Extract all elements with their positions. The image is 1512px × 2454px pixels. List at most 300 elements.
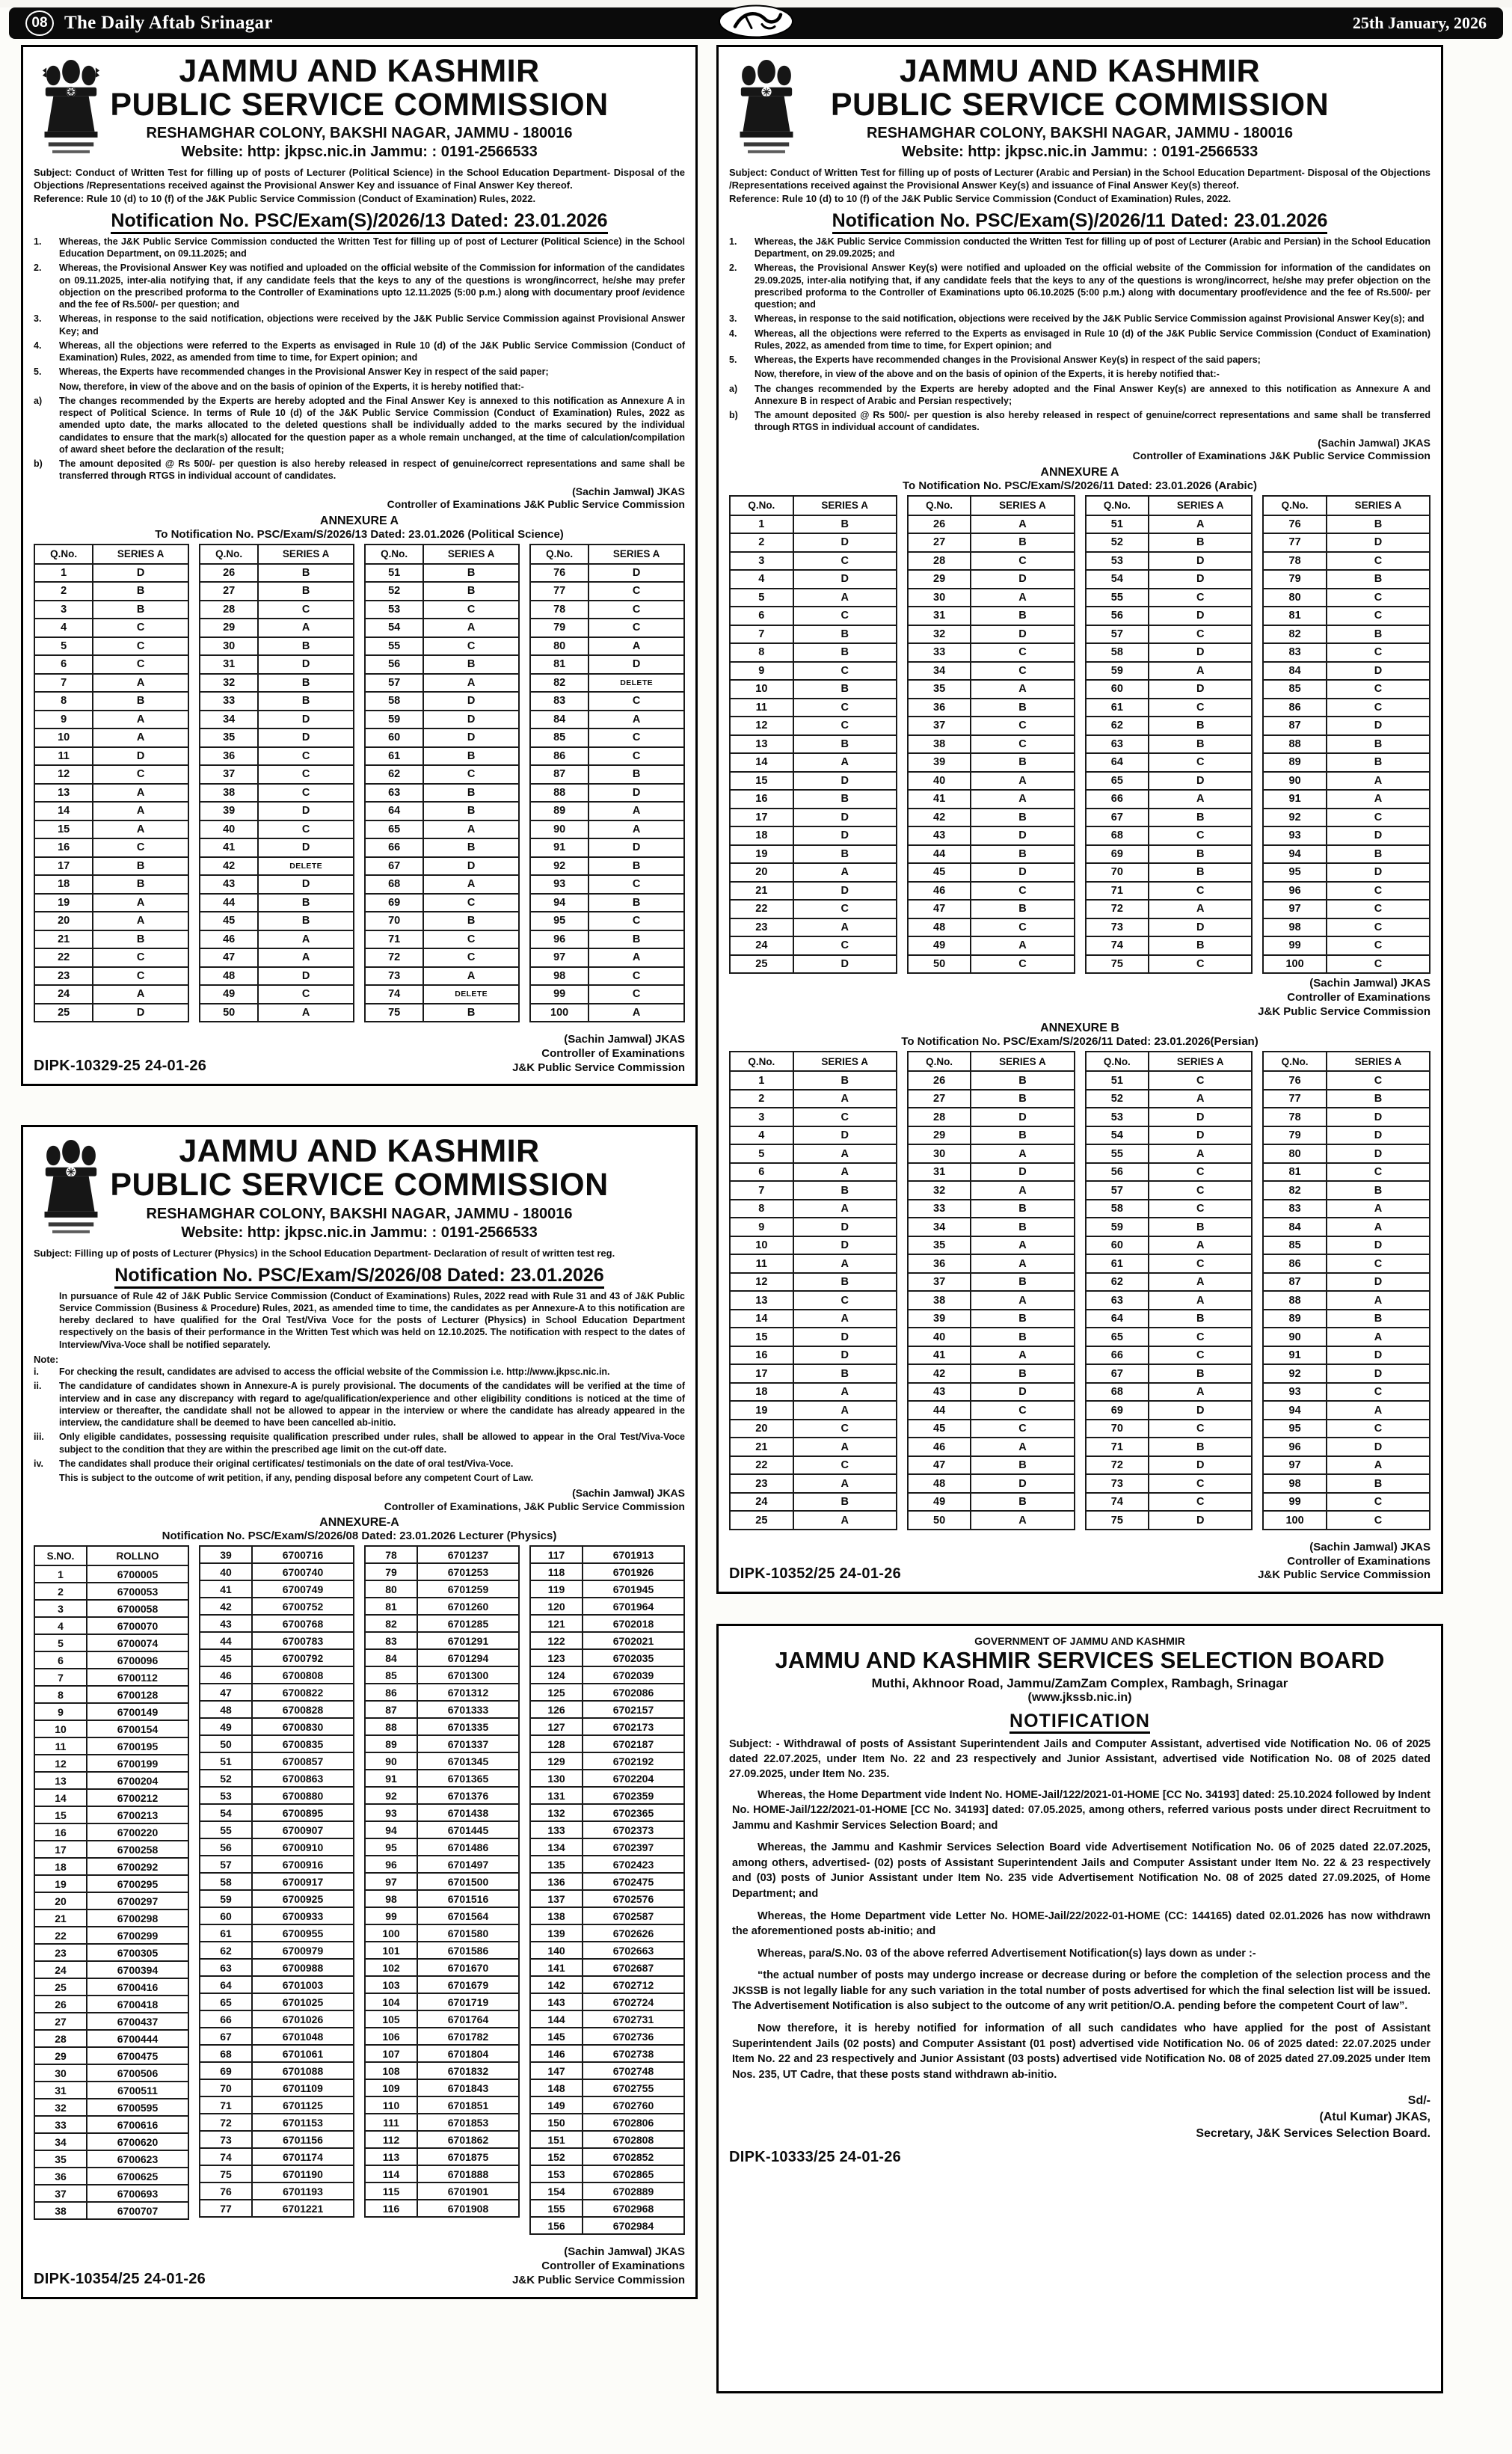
table-row bbox=[34, 857, 188, 876]
table-row bbox=[730, 955, 897, 974]
row-number-cell: 48 bbox=[908, 918, 971, 937]
row-value-cell: 6700783 bbox=[252, 1632, 354, 1649]
row-value-cell: C bbox=[258, 820, 354, 839]
row-number-cell: 23 bbox=[34, 1944, 87, 1961]
issue-date: 25th January, 2026 bbox=[1352, 13, 1487, 32]
table-row bbox=[1263, 1456, 1430, 1475]
column-header: ROLLNO bbox=[87, 1546, 188, 1565]
paragraph-number: 2. bbox=[34, 263, 42, 274]
row-value-cell: 6702968 bbox=[583, 2200, 684, 2217]
table-row bbox=[1263, 1254, 1430, 1273]
row-value-cell: A bbox=[258, 1004, 354, 1022]
row-number-cell: 43 bbox=[200, 875, 258, 894]
row-value-cell: D bbox=[1327, 1236, 1430, 1255]
row-value-cell: A bbox=[793, 1438, 897, 1456]
signature-block bbox=[729, 437, 1430, 463]
row-number-cell: 85 bbox=[365, 1666, 417, 1684]
row-value-cell: C bbox=[793, 607, 897, 625]
table-row bbox=[908, 826, 1075, 845]
row-number-cell: 62 bbox=[200, 1942, 252, 1959]
table-row bbox=[365, 2131, 519, 2148]
table-row bbox=[1263, 1420, 1430, 1438]
table-row bbox=[1263, 1181, 1430, 1200]
row-number-cell: 5 bbox=[34, 637, 93, 656]
row-value-cell: C bbox=[1149, 589, 1252, 607]
table-row bbox=[200, 1924, 354, 1942]
table-row bbox=[34, 1944, 188, 1961]
table-row bbox=[200, 1856, 354, 1873]
row-number-cell: 43 bbox=[200, 1615, 252, 1632]
signature-line: Controller of Examinations bbox=[1287, 990, 1430, 1004]
row-value-cell: B bbox=[423, 912, 519, 930]
table-row bbox=[365, 948, 519, 967]
row-number-cell: 66 bbox=[200, 2010, 252, 2028]
table-row bbox=[530, 1752, 684, 1770]
row-number-cell: 28 bbox=[908, 1108, 971, 1126]
psc-masthead bbox=[34, 53, 685, 161]
row-number-cell: 59 bbox=[1086, 1218, 1149, 1236]
paragraph-text: In pursuance of Rule 42 of J&K Public Service Commission (Conduct of Examinations) Rules, 2022 read with Rule 31 and 43 of J&K Public Service Commission (Business & Procedure) Rules, 2021, as amended time to time, the candidates as per Annexure-A to this notification are hereby declared to have qualified for the Oral Test/Viva Voce for the posts of Lecturer (Physics) in School Education Department respectively on the basis of their performance in the Written Test which was held on 12.10.2025. The notification with respect to the dates of Interview/Viva-Voce shall be notified separately. bbox=[59, 1290, 685, 1350]
row-number-cell: 152 bbox=[530, 2148, 583, 2165]
row-value-cell: 6700907 bbox=[252, 1821, 354, 1838]
row-value-cell: A bbox=[793, 1511, 897, 1530]
table-row bbox=[908, 1511, 1075, 1530]
row-value-cell: A bbox=[1327, 1401, 1430, 1420]
notification-heading: NOTIFICATION bbox=[729, 1711, 1430, 1732]
row-value-cell: 6701438 bbox=[417, 1804, 519, 1821]
table-row bbox=[365, 2148, 519, 2165]
table-row bbox=[365, 619, 519, 637]
table-row bbox=[34, 912, 188, 930]
row-number-cell: 108 bbox=[365, 2062, 417, 2079]
table-row bbox=[365, 1976, 519, 1993]
row-value-cell: D bbox=[423, 711, 519, 729]
column-header: SERIES A bbox=[588, 545, 684, 564]
column-header: Q.No. bbox=[530, 545, 588, 564]
row-value-cell: 6700707 bbox=[87, 2202, 188, 2219]
row-number-cell: 6 bbox=[34, 1651, 87, 1669]
table-row bbox=[365, 1770, 519, 1787]
row-number-cell: 76 bbox=[1263, 1071, 1327, 1090]
paragraph bbox=[729, 368, 1430, 380]
paragraph-number: 1. bbox=[34, 236, 42, 247]
table-row bbox=[200, 1821, 354, 1838]
row-value-cell: 6700768 bbox=[252, 1615, 354, 1632]
row-number-cell: 5 bbox=[730, 589, 793, 607]
row-number-cell: 50 bbox=[200, 1004, 258, 1022]
table-row bbox=[530, 1924, 684, 1942]
row-value-cell: D bbox=[588, 655, 684, 674]
row-number-cell: 35 bbox=[908, 680, 971, 699]
row-number-cell: 37 bbox=[34, 2185, 87, 2202]
row-value-cell: B bbox=[793, 625, 897, 644]
table-row bbox=[365, 2165, 519, 2182]
row-value-cell: 6700070 bbox=[87, 1617, 188, 1634]
row-number-cell: 58 bbox=[365, 692, 423, 711]
row-number-cell: 24 bbox=[34, 1961, 87, 1978]
row-number-cell: 82 bbox=[1263, 625, 1327, 644]
row-number-cell: 110 bbox=[365, 2096, 417, 2114]
table-row bbox=[34, 948, 188, 967]
row-value-cell: C bbox=[971, 1420, 1074, 1438]
row-number-cell: 42 bbox=[908, 809, 971, 827]
row-number-cell: 30 bbox=[908, 589, 971, 607]
row-number-cell: 32 bbox=[34, 2099, 87, 2116]
row-number-cell: 60 bbox=[1086, 680, 1149, 699]
table-row bbox=[530, 2010, 684, 2028]
row-number-cell: 107 bbox=[365, 2045, 417, 2062]
row-value-cell: D bbox=[1149, 680, 1252, 699]
row-number-cell: 98 bbox=[365, 1890, 417, 1907]
row-value-cell: A bbox=[971, 936, 1074, 955]
row-value-cell: 6700149 bbox=[87, 1703, 188, 1720]
table-row bbox=[1086, 1383, 1253, 1402]
table-row bbox=[730, 1163, 897, 1182]
row-value-cell: D bbox=[1149, 1126, 1252, 1145]
paragraph-text: This is subject to the outcome of writ petition, if any, pending disposal before any competent Court of Law. bbox=[59, 1473, 534, 1484]
row-number-cell: 59 bbox=[1086, 662, 1149, 681]
row-value-cell: C bbox=[971, 735, 1074, 754]
reference-line: Reference: Rule 10 (d) to 10 (f) of the J&K Public Service Commission (Conduct of Examination) Rules, 2022. bbox=[729, 192, 1232, 204]
row-value-cell: A bbox=[971, 1144, 1074, 1163]
row-value-cell: D bbox=[793, 882, 897, 901]
row-number-cell: 15 bbox=[34, 820, 93, 839]
table-row bbox=[530, 1993, 684, 2010]
table-row bbox=[730, 570, 897, 589]
paragraph-number: 1. bbox=[729, 236, 737, 247]
row-number-cell: 13 bbox=[730, 1291, 793, 1310]
table-row bbox=[1263, 1071, 1430, 1090]
table-row bbox=[730, 1511, 897, 1530]
row-value-cell: B bbox=[93, 601, 188, 619]
table-row bbox=[908, 570, 1075, 589]
table-row bbox=[200, 802, 354, 820]
row-number-cell: 122 bbox=[530, 1632, 583, 1649]
table-row bbox=[1263, 1401, 1430, 1420]
table-row bbox=[200, 582, 354, 601]
table-header-row bbox=[1263, 496, 1430, 515]
table-row bbox=[200, 2148, 354, 2165]
table-row bbox=[365, 1701, 519, 1718]
row-number-cell: 64 bbox=[200, 1976, 252, 1993]
row-number-cell: 31 bbox=[908, 607, 971, 625]
table-row bbox=[530, 948, 684, 967]
row-number-cell: 58 bbox=[1086, 1200, 1149, 1218]
row-number-cell: 76 bbox=[1263, 515, 1327, 534]
paragraph bbox=[34, 1431, 685, 1455]
row-number-cell: 156 bbox=[530, 2217, 583, 2234]
row-value-cell: 6702865 bbox=[583, 2165, 684, 2182]
row-number-cell: 22 bbox=[34, 948, 93, 967]
row-value-cell: 6701253 bbox=[417, 1563, 519, 1580]
row-value-cell: D bbox=[1149, 1456, 1252, 1475]
row-value-cell: A bbox=[971, 1346, 1074, 1365]
table-row bbox=[365, 1718, 519, 1735]
table-row bbox=[1263, 753, 1430, 772]
row-number-cell: 94 bbox=[365, 1821, 417, 1838]
row-value-cell: C bbox=[971, 1401, 1074, 1420]
table-row bbox=[365, 967, 519, 986]
row-number-cell: 60 bbox=[1086, 1236, 1149, 1255]
table-row bbox=[1263, 1328, 1430, 1346]
table-row bbox=[1263, 1474, 1430, 1493]
paragraph bbox=[34, 395, 685, 455]
paragraph bbox=[34, 236, 685, 260]
row-number-cell: 121 bbox=[530, 1615, 583, 1632]
row-number-cell: 23 bbox=[730, 918, 793, 937]
paragraph bbox=[729, 1968, 1430, 2014]
political-science-answer-key bbox=[529, 544, 685, 1023]
row-number-cell: 50 bbox=[200, 1735, 252, 1752]
table-row bbox=[530, 2217, 684, 2234]
table-row bbox=[730, 1364, 897, 1383]
row-value-cell: 6700623 bbox=[87, 2150, 188, 2168]
row-number-cell: 57 bbox=[365, 674, 423, 693]
row-value-cell: B bbox=[793, 790, 897, 809]
row-value-cell: 6701782 bbox=[417, 2028, 519, 2045]
table-row bbox=[530, 2096, 684, 2114]
table-row bbox=[908, 882, 1075, 901]
row-number-cell: 30 bbox=[200, 637, 258, 656]
row-value-cell: B bbox=[1327, 1181, 1430, 1200]
table-row bbox=[200, 1546, 354, 1563]
table-row bbox=[365, 930, 519, 949]
row-number-cell: 36 bbox=[908, 699, 971, 717]
row-value-cell: C bbox=[1149, 826, 1252, 845]
row-value-cell: C bbox=[793, 900, 897, 918]
row-value-cell: 6702423 bbox=[583, 1856, 684, 1873]
table-row bbox=[908, 900, 1075, 918]
row-number-cell: 70 bbox=[1086, 863, 1149, 882]
row-number-cell: 18 bbox=[730, 826, 793, 845]
paragraph bbox=[729, 313, 1430, 325]
political-science-answer-key bbox=[364, 544, 520, 1023]
org-website: Website: http: jkpsc.nic.in Jammu: : 0191-2566533 bbox=[901, 144, 1259, 161]
table-row bbox=[365, 1942, 519, 1959]
table-row bbox=[200, 1873, 354, 1890]
row-value-cell: C bbox=[793, 552, 897, 571]
row-value-cell: B bbox=[971, 1126, 1074, 1145]
row-value-cell: 6702086 bbox=[583, 1684, 684, 1701]
row-number-cell: 26 bbox=[34, 1996, 87, 2013]
row-number-cell: 81 bbox=[1263, 1163, 1327, 1182]
row-value-cell: C bbox=[1327, 809, 1430, 827]
table-row bbox=[200, 2079, 354, 2096]
table-row bbox=[1086, 1420, 1253, 1438]
row-value-cell: B bbox=[1327, 625, 1430, 644]
table-row bbox=[530, 765, 684, 784]
table-row bbox=[365, 2096, 519, 2114]
row-value-cell: 6701003 bbox=[252, 1976, 354, 1993]
row-value-cell: 6701125 bbox=[252, 2096, 354, 2114]
row-value-cell: B bbox=[971, 753, 1074, 772]
table-row bbox=[34, 1823, 188, 1841]
row-value-cell: D bbox=[793, 1236, 897, 1255]
row-number-cell: 77 bbox=[1263, 533, 1327, 552]
row-value-cell: 6700475 bbox=[87, 2047, 188, 2064]
row-value-cell: A bbox=[1327, 1328, 1430, 1346]
table-row bbox=[730, 1181, 897, 1200]
row-number-cell: 96 bbox=[365, 1856, 417, 1873]
table-row bbox=[730, 735, 897, 754]
row-value-cell: 6702724 bbox=[583, 1993, 684, 2010]
paragraph-number: b) bbox=[729, 410, 738, 420]
row-number-cell: 9 bbox=[34, 1703, 87, 1720]
table-row bbox=[34, 1978, 188, 1996]
row-value-cell: A bbox=[1149, 1291, 1252, 1310]
row-value-cell: 6700830 bbox=[252, 1718, 354, 1735]
table-row bbox=[200, 601, 354, 619]
table-row bbox=[730, 1108, 897, 1126]
table-header-row bbox=[908, 1052, 1075, 1071]
row-number-cell: 136 bbox=[530, 1873, 583, 1890]
signature-line: (Sachin Jamwal) JKAS bbox=[564, 1033, 685, 1046]
table-row bbox=[200, 1804, 354, 1821]
table-row bbox=[1263, 552, 1430, 571]
row-value-cell: B bbox=[1327, 753, 1430, 772]
row-number-cell: 119 bbox=[530, 1580, 583, 1598]
row-number-cell: 34 bbox=[200, 711, 258, 729]
government-line: GOVERNMENT OF JAMMU AND KASHMIR bbox=[974, 1635, 1185, 1647]
table-row bbox=[1263, 1090, 1430, 1108]
row-number-cell: 59 bbox=[365, 711, 423, 729]
table-row bbox=[365, 1752, 519, 1770]
row-number-cell: 6 bbox=[730, 607, 793, 625]
table-row bbox=[530, 692, 684, 711]
table-row bbox=[200, 1890, 354, 1907]
row-value-cell: B bbox=[258, 692, 354, 711]
row-number-cell: 14 bbox=[730, 1310, 793, 1328]
table-row bbox=[730, 625, 897, 644]
table-row bbox=[730, 1126, 897, 1145]
row-number-cell: 87 bbox=[1263, 717, 1327, 735]
row-value-cell: 6700595 bbox=[87, 2099, 188, 2116]
row-number-cell: 80 bbox=[365, 1580, 417, 1598]
paragraph-text: The amount deposited @ Rs 500/- per question is also hereby released in respect of genuine/correct representations and same shall be transferred through RTGS in individual account of candidates. bbox=[755, 410, 1430, 433]
row-value-cell: 6700297 bbox=[87, 1892, 188, 1909]
table-row bbox=[365, 2114, 519, 2131]
table-row bbox=[730, 1254, 897, 1273]
table-row bbox=[365, 1563, 519, 1580]
row-number-cell: 80 bbox=[1263, 589, 1327, 607]
table-row bbox=[530, 2028, 684, 2045]
row-value-cell: D bbox=[793, 1346, 897, 1365]
row-number-cell: 35 bbox=[34, 2150, 87, 2168]
physics-qualified-rollno-list bbox=[364, 1545, 520, 2218]
row-value-cell: B bbox=[793, 845, 897, 864]
table-row bbox=[908, 552, 1075, 571]
table-row bbox=[1086, 1144, 1253, 1163]
table-row bbox=[1086, 753, 1253, 772]
table-row bbox=[530, 1615, 684, 1632]
row-value-cell: 6701237 bbox=[417, 1546, 519, 1563]
row-value-cell: A bbox=[793, 589, 897, 607]
row-number-cell: 39 bbox=[200, 1546, 252, 1563]
row-value-cell: 6701300 bbox=[417, 1666, 519, 1684]
row-value-cell: A bbox=[93, 802, 188, 820]
table-row bbox=[530, 1598, 684, 1615]
row-value-cell: 6701345 bbox=[417, 1752, 519, 1770]
table-row bbox=[365, 728, 519, 747]
table-row bbox=[730, 662, 897, 681]
table-row bbox=[530, 784, 684, 803]
row-value-cell: A bbox=[793, 753, 897, 772]
row-value-cell: D bbox=[1327, 717, 1430, 735]
table-row bbox=[365, 1787, 519, 1804]
row-number-cell: 2 bbox=[730, 533, 793, 552]
row-value-cell: 6700058 bbox=[87, 1600, 188, 1617]
row-number-cell: 22 bbox=[34, 1927, 87, 1944]
table-row bbox=[1086, 607, 1253, 625]
row-value-cell: 6701832 bbox=[417, 2062, 519, 2079]
table-row bbox=[908, 1218, 1075, 1236]
table-row bbox=[1263, 680, 1430, 699]
row-value-cell: D bbox=[1149, 570, 1252, 589]
row-number-cell: 25 bbox=[34, 1004, 93, 1022]
table-row bbox=[200, 838, 354, 857]
table-row bbox=[1263, 1438, 1430, 1456]
table-row bbox=[530, 838, 684, 857]
table-row bbox=[1086, 918, 1253, 937]
row-number-cell: 5 bbox=[730, 1144, 793, 1163]
table-row bbox=[200, 2028, 354, 2045]
row-value-cell: 6700437 bbox=[87, 2013, 188, 2030]
row-value-cell: 6700305 bbox=[87, 1944, 188, 1961]
row-number-cell: 3 bbox=[34, 601, 93, 619]
row-number-cell: 11 bbox=[34, 1737, 87, 1755]
row-number-cell: 86 bbox=[1263, 699, 1327, 717]
row-value-cell: 6700295 bbox=[87, 1875, 188, 1892]
table-row bbox=[1263, 1364, 1430, 1383]
paragraph-number bbox=[729, 368, 752, 380]
row-number-cell: 90 bbox=[530, 820, 588, 839]
table-row bbox=[530, 637, 684, 656]
row-number-cell: 23 bbox=[730, 1474, 793, 1493]
row-number-cell: 57 bbox=[1086, 1181, 1149, 1200]
row-number-cell: 95 bbox=[365, 1838, 417, 1856]
row-value-cell: C bbox=[1327, 1511, 1430, 1530]
row-value-cell: B bbox=[588, 765, 684, 784]
table-row bbox=[908, 1364, 1075, 1383]
row-value-cell: DELETE bbox=[258, 857, 354, 876]
row-value-cell: 6700752 bbox=[252, 1598, 354, 1615]
row-number-cell: 8 bbox=[34, 692, 93, 711]
row-value-cell: A bbox=[258, 930, 354, 949]
row-value-cell: 6701719 bbox=[417, 1993, 519, 2010]
row-number-cell: 8 bbox=[730, 1200, 793, 1218]
paragraph-number: 3. bbox=[34, 313, 42, 325]
row-value-cell: 6700096 bbox=[87, 1651, 188, 1669]
table-row bbox=[365, 1684, 519, 1701]
table-row bbox=[1263, 1493, 1430, 1512]
notice-jkssb-withdrawal bbox=[716, 1624, 1443, 2393]
row-number-cell: 50 bbox=[908, 1511, 971, 1530]
table-row bbox=[1086, 533, 1253, 552]
table-row bbox=[200, 985, 354, 1004]
row-value-cell: 6700418 bbox=[87, 1996, 188, 2013]
row-value-cell: A bbox=[1149, 1273, 1252, 1292]
row-number-cell: 88 bbox=[530, 784, 588, 803]
table-row bbox=[365, 1598, 519, 1615]
paragraph-number bbox=[34, 381, 56, 393]
row-value-cell: C bbox=[793, 699, 897, 717]
table-row bbox=[530, 2114, 684, 2131]
table-row bbox=[908, 625, 1075, 644]
row-value-cell: B bbox=[588, 857, 684, 876]
row-number-cell: 56 bbox=[365, 655, 423, 674]
row-number-cell: 94 bbox=[1263, 845, 1327, 864]
row-value-cell: 6702359 bbox=[583, 1787, 684, 1804]
